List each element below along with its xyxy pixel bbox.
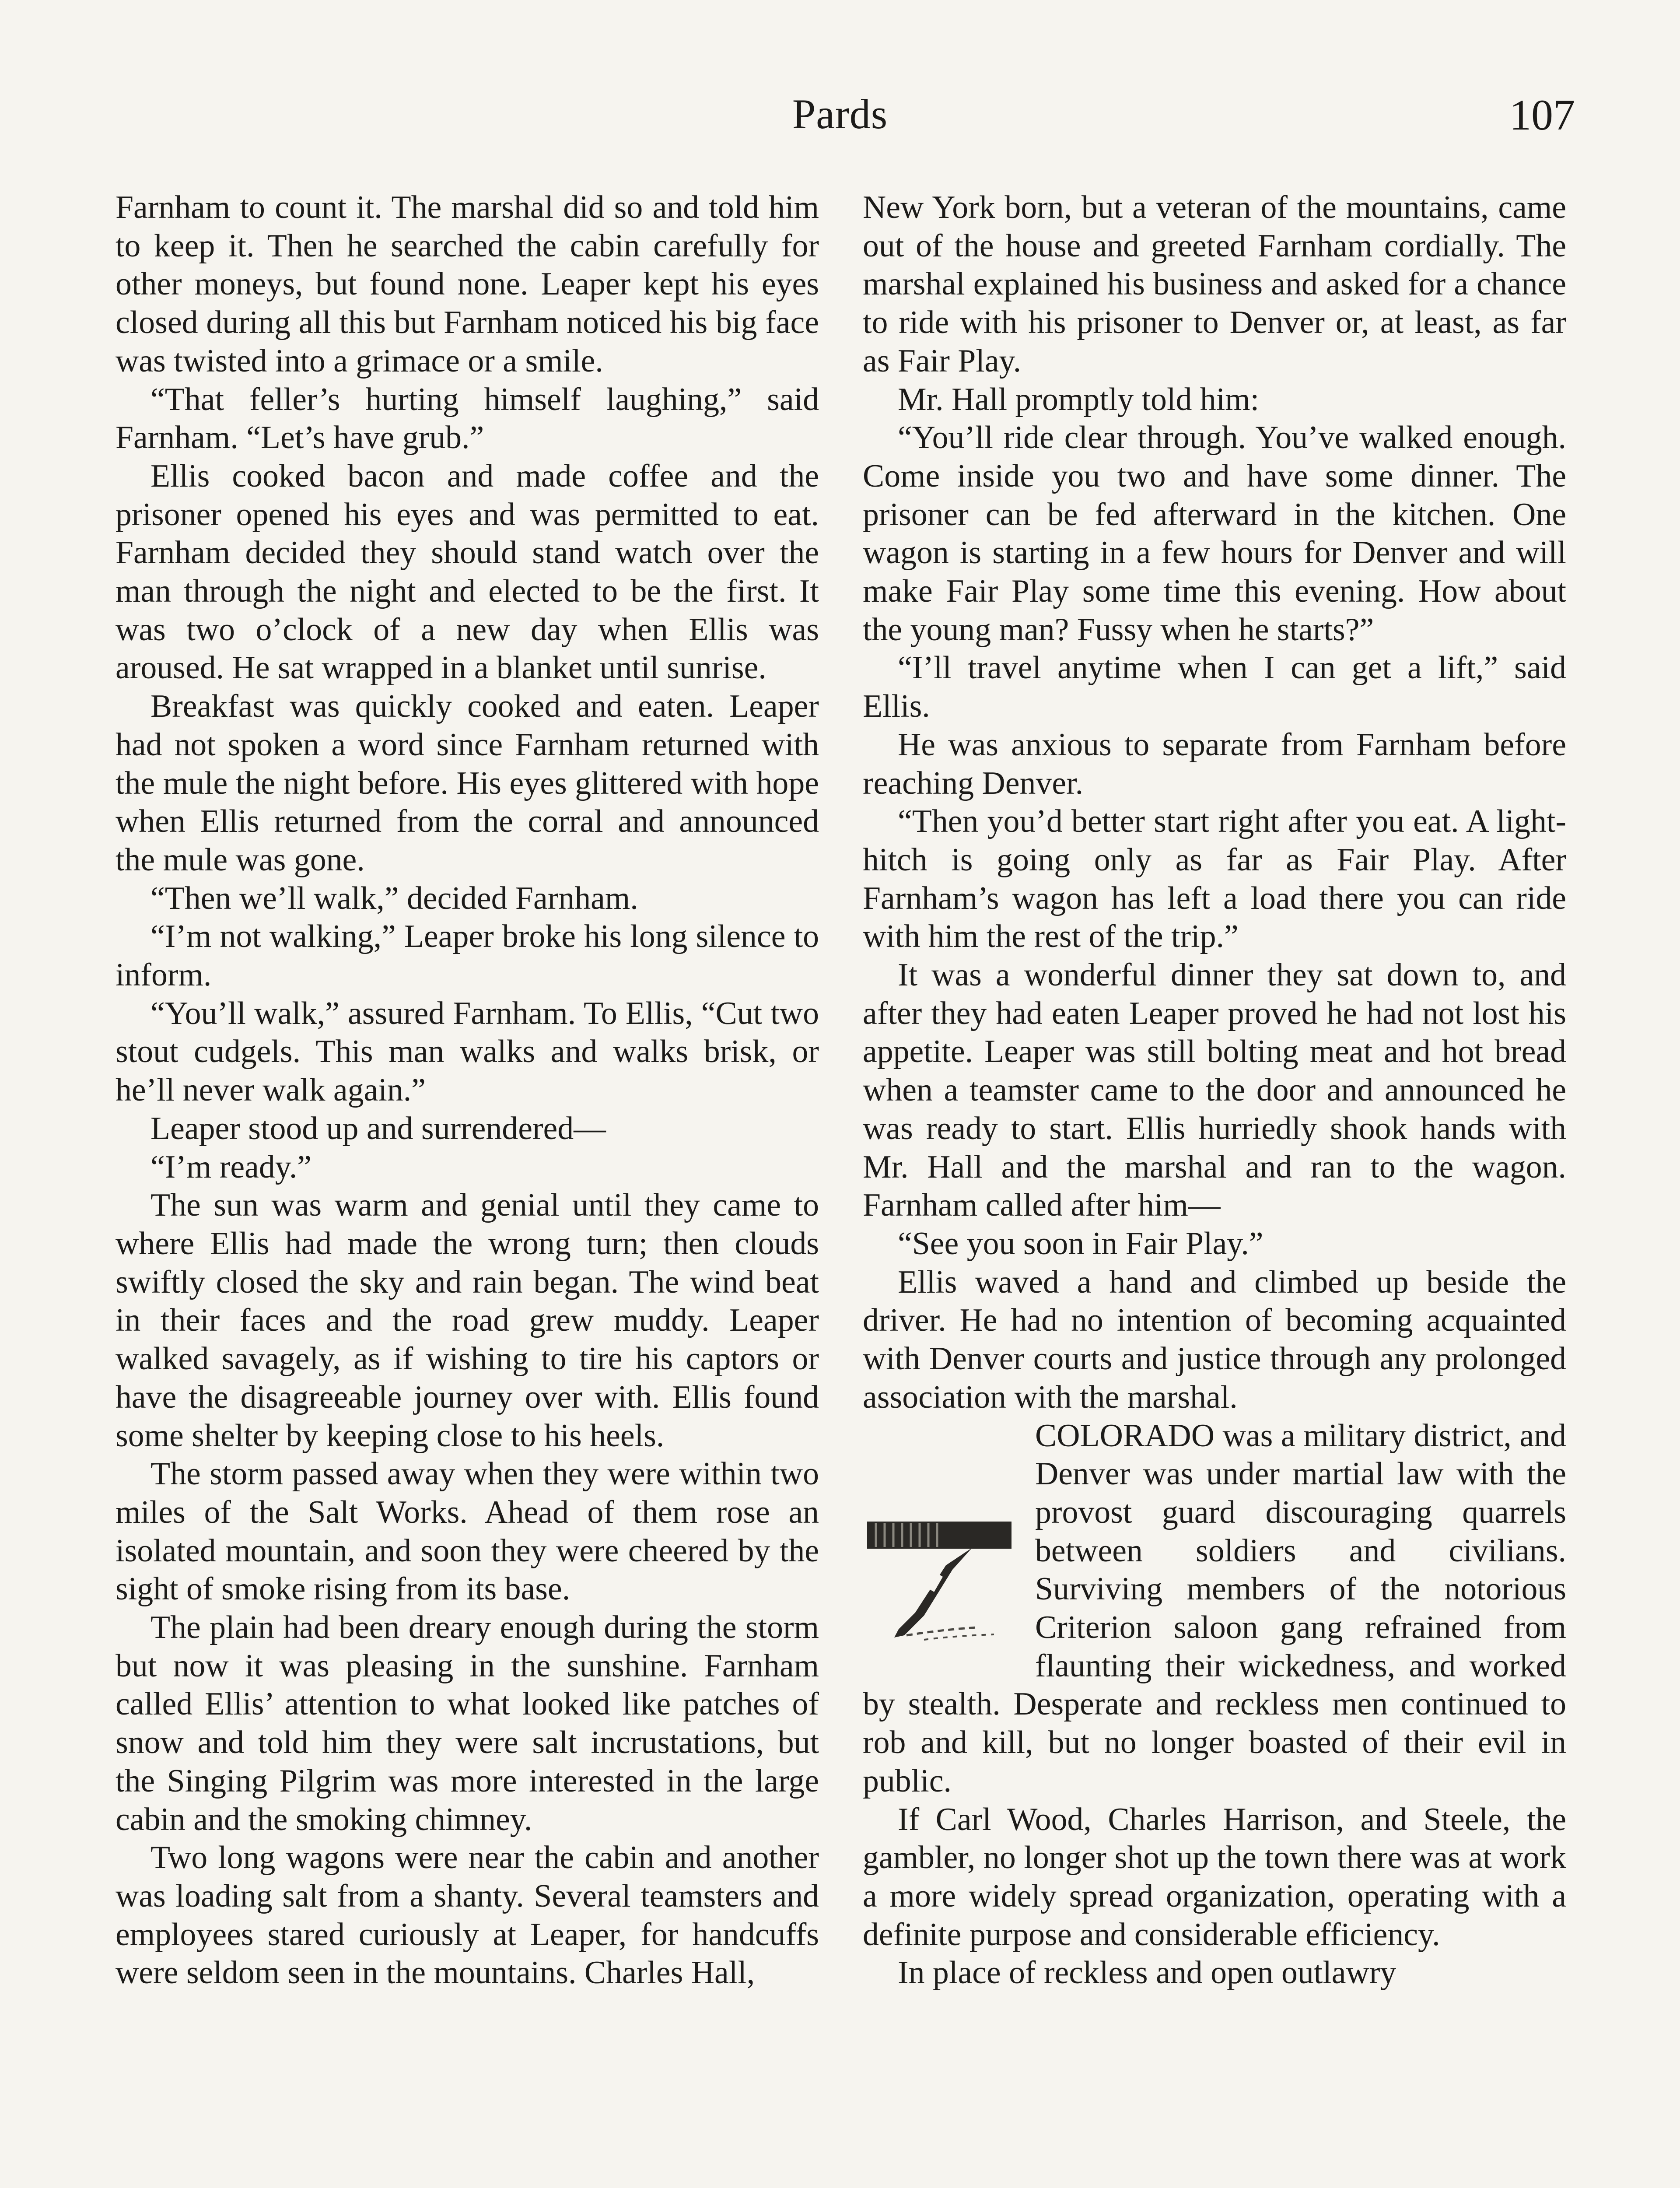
running-head-title: Pards	[792, 91, 888, 137]
drop-cap-rifle-illustration	[863, 1504, 1022, 1648]
paragraph: He was anxious to separate from Farnham before reaching Denver.	[863, 726, 1566, 801]
right-column	[863, 188, 1566, 1992]
paragraph: If Carl Wood, Charles Harrison, and Steele, the gambler, no longer shot up the town there was at work a more widely spread organization, operating with a definite purpose and considerable efficiency.	[863, 1801, 1566, 1952]
paragraph: The plain had been dreary enough during the storm but now it was pleasing in the sunshine. Farnham called Ellis’ attention to what looked like patches of snow and told him they were salt incrustations, but the Singing Pilgrim was more interested in the large cabin and the smoking chimney.	[116, 1609, 819, 1837]
paragraph: In place of reckless and open outlawry	[898, 1954, 1396, 1991]
page-number: 107	[1509, 91, 1575, 139]
paragraph: Ellis waved a hand and climbed up beside the driver. He had no intention of becoming acquainted with Denver courts and justice through any prolonged association with the marshal.	[863, 1263, 1566, 1415]
paragraph: Farnham to count it. The marshal did so and told him to keep it. Then he searched the cabin carefully for other moneys, but found none. Leaper kept his eyes closed during all this but Farnham noticed his big face was twisted into a grimace or a smile.	[116, 189, 819, 379]
paragraph: “See you soon in Fair Play.”	[898, 1225, 1264, 1261]
left-column	[116, 188, 819, 1992]
paragraph: “That feller’s hurting himself laughing,” said Farnham. “Let’s have grub.”	[116, 381, 819, 456]
paragraph: “I’m ready.”	[150, 1148, 312, 1185]
paragraph: “I’m not walking,” Leaper broke his long silence to inform.	[116, 918, 819, 993]
paragraph: The storm passed away when they were within two miles of the Salt Works. Ahead of them rose an isolated mountain, and soon they were cheered by the sight of smoke rising from its base.	[116, 1455, 819, 1607]
paragraph: Mr. Hall promptly told him:	[898, 381, 1260, 417]
paragraph: “You’ll ride clear through. You’ve walked enough. Come inside you two and have some dinner. The prisoner can be fed afterward in the kitchen. One wagon is starting in a few hours for Denver and will make Fair Play some time this evening. How about the young man? Fussy when he starts?”	[863, 419, 1566, 647]
paragraph: New York born, but a veteran of the mountains, came out of the house and greeted Farnham cordially. The marshal explained his business and asked for a chance to ride with his prisoner to Denver or, at least, as far as Fair Play.	[863, 189, 1566, 379]
paragraph: It was a wonderful dinner they sat down to, and after they had eaten Leaper proved he had not lost his appetite. Leaper was still bolting meat and hot bread when a teamster came to the door and announced he was ready to start. Ellis hurriedly shook hands with Mr. Hall and the marshal and ran to the wagon. Farnham called after him—	[863, 957, 1566, 1223]
paragraph: The sun was warm and genial until they came to where Ellis had made the wrong turn; then clouds swiftly closed the sky and rain began. The wind beat in their faces and the road grew muddy. Leaper walked savagely, as if wishing to tire his captors or have the disagreeable journey over with. Ellis found some shelter by keeping close to his heels.	[116, 1187, 819, 1453]
section-opening-paragraph: COLORADO was a military district, and Denver was under martial law with the provost guard discouraging quarrels between soldiers and civilians. Surviving members of the notorious Criterion saloon gang refrained from flaunting their wickedness, and worked by stealth. Desperate and reckless men continued to rob and kill, but no longer boasted of their evil in public.	[863, 1417, 1566, 1799]
paragraph: Breakfast was quickly cooked and eaten. Leaper had not spoken a word since Farnham returned with the mule the night before. His eyes glittered with hope when Ellis returned from the corral and announced the mule was gone.	[116, 688, 819, 877]
paragraph: “Then you’d better start right after you eat. A light-hitch is going only as far as Fair Play. After Farnham’s wagon has left a load there you can ride with him the rest of the trip.”	[863, 803, 1566, 954]
rifle-drop-cap-icon	[863, 1504, 1022, 1648]
paragraph: “Then we’ll walk,” decided Farnham.	[150, 880, 638, 916]
paragraph: “I’ll travel anytime when I can get a lift,” said Ellis.	[863, 649, 1566, 724]
paragraph: Ellis cooked bacon and made coffee and the prisoner opened his eyes and was permitted to eat. Farnham decided they should stand watch over the man through the night and elected to be the first. It was two o’clock of a new day when Ellis was aroused. He sat wrapped in a blanket until sunrise.	[116, 457, 819, 686]
paragraph: “You’ll walk,” assured Farnham. To Ellis, “Cut two stout cudgels. This man walks and walks brisk, or he’ll never walk again.”	[116, 995, 819, 1108]
paragraph: Two long wagons were near the cabin and another was loading salt from a shanty. Several teamsters and employees stared curiously at Leaper, for handcuffs were seldom seen in the mountains. Charles Hall,	[116, 1839, 819, 1991]
paragraph: Leaper stood up and surrendered—	[150, 1110, 606, 1146]
